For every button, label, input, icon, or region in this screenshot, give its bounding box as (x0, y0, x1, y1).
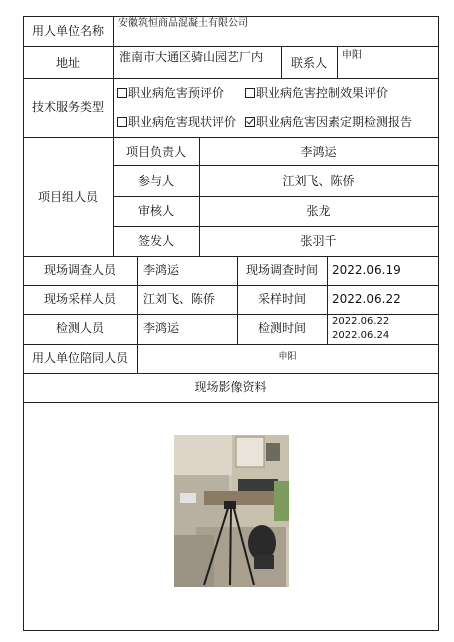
unit-name-label: 用人单位名称 (31, 24, 104, 38)
option-periodic-test-checkbox[interactable] (245, 117, 255, 127)
testing-time-label: 检测时间 (257, 321, 306, 335)
address-label: 地址 (55, 56, 80, 70)
sampling-label: 现场采样人员 (43, 292, 116, 306)
testing-time-start: 2022.06.22 (332, 316, 390, 327)
survey-person: 李鸿运 (143, 263, 180, 277)
team-role-issuer: 签发人 (137, 234, 174, 248)
team-name-participant: 江刘飞、陈侨 (282, 174, 355, 188)
team-role-reviewer: 审核人 (137, 204, 174, 218)
sampling-time: 2022.06.22 (332, 292, 401, 306)
team-name-leader: 李鸿运 (300, 145, 337, 159)
escort-value: 申阳 (278, 352, 297, 362)
team-role-participant: 参与人 (137, 174, 174, 188)
option-control-effect: 职业病危害控制效果评价 (245, 86, 388, 100)
option-pre-evaluation: 职业病危害预评价 (117, 86, 224, 100)
unit-name-value: 安徽筑恒商品混凝土有限公司 (118, 18, 248, 29)
site-photo (174, 435, 289, 587)
sampling-time-label: 采样时间 (257, 292, 306, 306)
testing-time-end: 2022.06.24 (332, 330, 390, 341)
team-label: 项目组人员 (37, 190, 98, 204)
survey-label: 现场调查人员 (43, 263, 116, 277)
option-pre-evaluation-checkbox[interactable] (117, 88, 127, 98)
option-control-effect-checkbox[interactable] (245, 88, 255, 98)
address-value: 淮南市大通区骑山园艺厂内 (119, 50, 264, 64)
testing-label: 检测人员 (55, 321, 104, 335)
survey-time: 2022.06.19 (332, 263, 401, 277)
team-role-leader: 项目负责人 (125, 145, 186, 159)
option-periodic-test: 职业病危害因素定期检测报告 (245, 115, 412, 129)
images-label: 现场影像资料 (194, 380, 267, 394)
testing-person: 李鸿运 (143, 321, 180, 335)
option-current-status-checkbox[interactable] (117, 117, 127, 127)
escort-label: 用人单位陪同人员 (31, 351, 128, 365)
contact-label: 联系人 (290, 56, 327, 70)
survey-time-label: 现场调查时间 (245, 263, 318, 277)
sampling-person: 江刘飞、陈侨 (143, 292, 216, 306)
option-current-status: 职业病危害现状评价 (117, 115, 236, 129)
team-name-reviewer: 张龙 (306, 204, 331, 218)
service-type-label: 技术服务类型 (31, 100, 104, 114)
team-name-issuer: 张羽千 (300, 234, 337, 248)
contact-value: 申阳 (342, 50, 362, 61)
